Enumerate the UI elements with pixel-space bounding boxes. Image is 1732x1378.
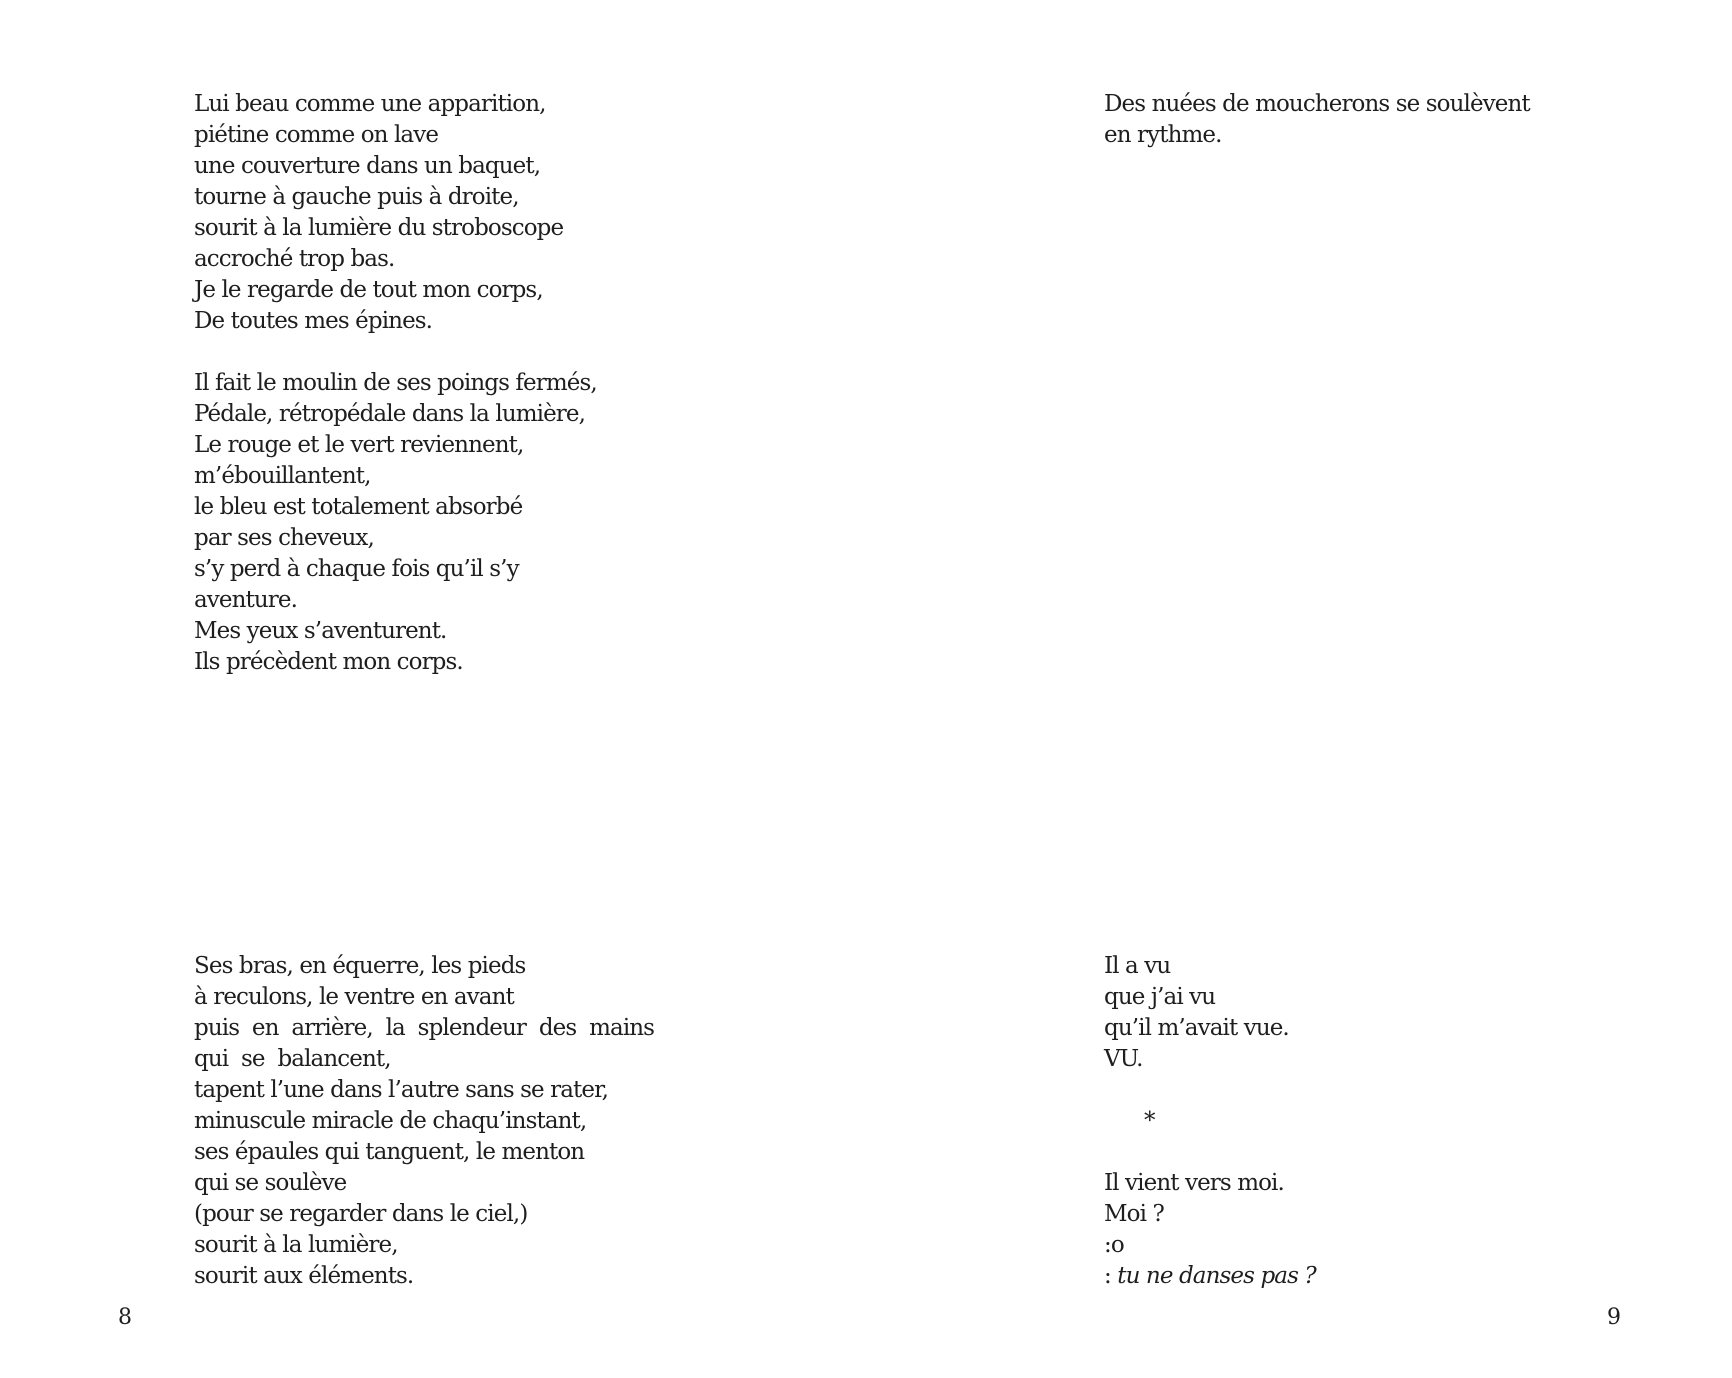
- poem-line: qui se balancent,: [194, 1046, 391, 1072]
- left-bottom-poem: [194, 951, 654, 1292]
- poem-line: Mes yeux s’aventurent.: [194, 618, 447, 644]
- poem-line: Pédale, rétropédale dans la lumière,: [194, 401, 586, 427]
- stanza-gap: [194, 337, 597, 368]
- poem-line: puis en arrière, la splendeur des mains: [194, 1015, 655, 1041]
- poem-line: tapent l’une dans l’autre sans se rater,: [194, 1077, 609, 1103]
- poem-line: le bleu est totalement absorbé: [194, 494, 523, 520]
- poem-line: à reculons, le ventre en avant: [194, 984, 514, 1010]
- poem-line: en rythme.: [1104, 122, 1222, 148]
- right-bottom-poem: [1104, 951, 1316, 1292]
- left-top-poem: [194, 89, 597, 678]
- poem-line: minuscule miracle de chaqu’instant,: [194, 1108, 587, 1134]
- poem-line: Ses bras, en équerre, les pieds: [194, 953, 526, 979]
- poem-line: qui se soulève: [194, 1170, 347, 1196]
- poem-line: ses épaules qui tanguent, le menton: [194, 1139, 585, 1165]
- page-number-right: 9: [1607, 1305, 1621, 1330]
- poem-line: Il vient vers moi.: [1104, 1170, 1284, 1196]
- asterisk-separator: *: [1144, 1108, 1155, 1134]
- poem-line: s’y perd à chaque fois qu’il s’y: [194, 556, 519, 582]
- poem-final-line: [1104, 1261, 1316, 1292]
- poem-line: Le rouge et le vert reviennent,: [194, 432, 524, 458]
- poem-line: accroché trop bas.: [194, 246, 395, 272]
- poem-line: sourit aux éléments.: [194, 1263, 414, 1289]
- poem-line: tourne à gauche puis à droite,: [194, 184, 519, 210]
- right-top-poem: [1104, 89, 1530, 151]
- poem-line: sourit à la lumière du stroboscope: [194, 215, 564, 241]
- poem-line: aventure.: [194, 587, 298, 613]
- poem-line: Moi ?: [1104, 1201, 1164, 1227]
- poem-line: :o: [1104, 1232, 1124, 1258]
- poem-line: De toutes mes épines.: [194, 308, 433, 334]
- final-line-italic: tu ne danses pas ?: [1117, 1263, 1316, 1289]
- poem-line: (pour se regarder dans le ciel,): [194, 1201, 528, 1227]
- poem-line: Des nuées de moucherons se soulèvent: [1104, 91, 1530, 117]
- poem-line: que j’ai vu: [1104, 984, 1216, 1010]
- poem-line: m’ébouillantent,: [194, 463, 371, 489]
- poem-line: Ils précèdent mon corps.: [194, 649, 463, 675]
- poem-line: VU.: [1104, 1046, 1143, 1072]
- poem-line: une couverture dans un baquet,: [194, 153, 541, 179]
- poem-line: par ses cheveux,: [194, 525, 374, 551]
- stanza-gap: [1104, 1075, 1316, 1106]
- poem-line: piétine comme on lave: [194, 122, 439, 148]
- poem-line: sourit à la lumière,: [194, 1232, 398, 1258]
- poem-line: Je le regarde de tout mon corps,: [194, 277, 543, 303]
- stanza-gap: [1104, 1137, 1316, 1168]
- poem-line: qu’il m’avait vue.: [1104, 1015, 1289, 1041]
- poem-line: Il fait le moulin de ses poings fermés,: [194, 370, 597, 396]
- final-line-prefix: :: [1104, 1263, 1118, 1289]
- poem-line: Lui beau comme une apparition,: [194, 91, 546, 117]
- poem-line: Il a vu: [1104, 953, 1171, 979]
- page-number-left: 8: [118, 1305, 132, 1330]
